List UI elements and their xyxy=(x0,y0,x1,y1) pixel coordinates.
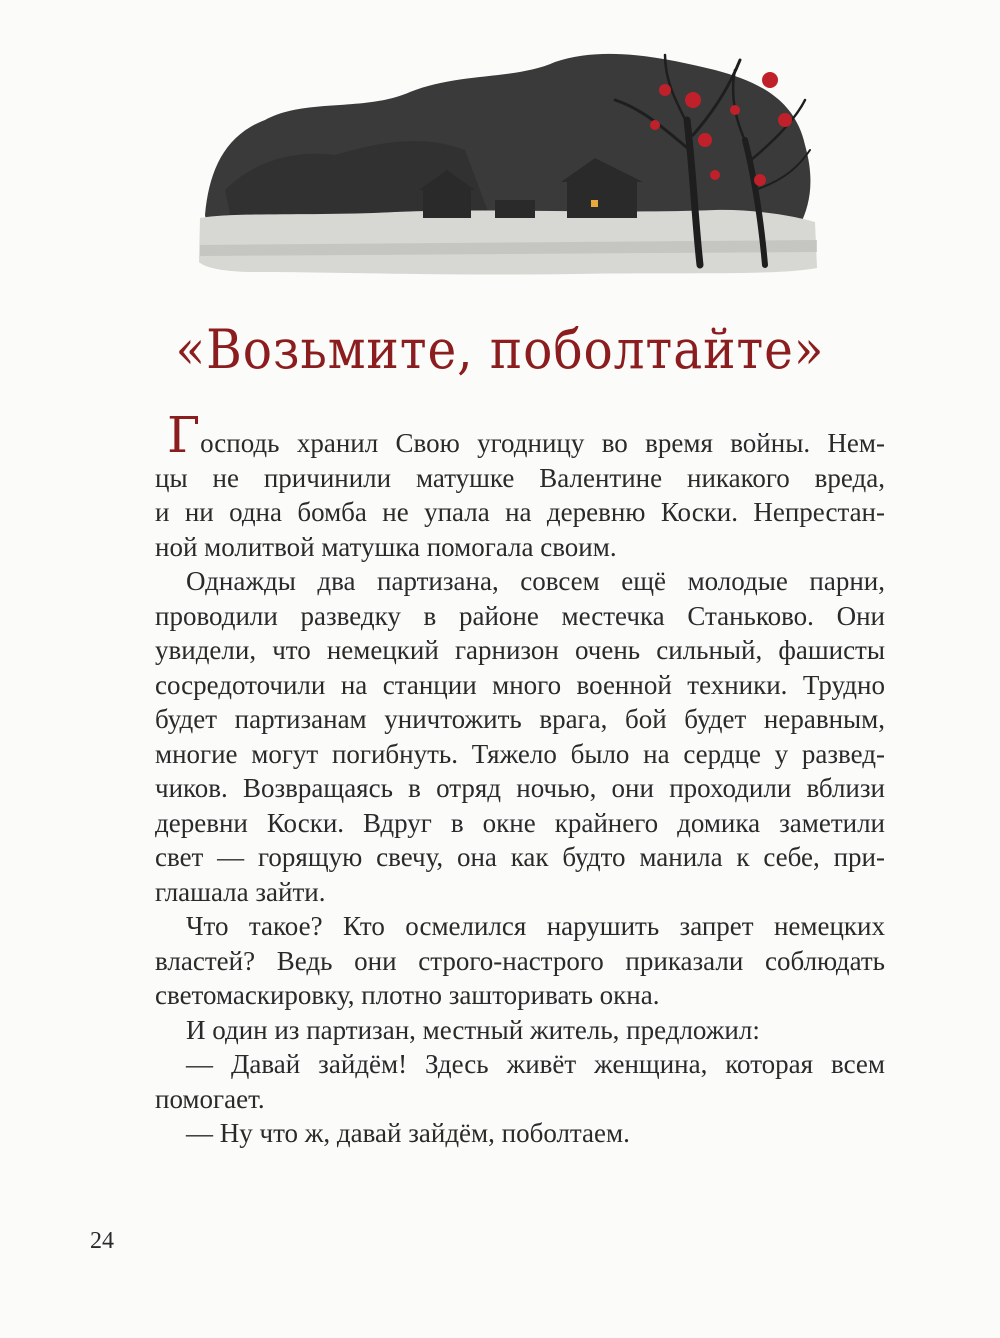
paragraph xyxy=(155,1013,885,1048)
text-line: помогает. xyxy=(155,1083,265,1114)
text-line: — Давай зайдём! Здесь живёт женщина, которая всем xyxy=(186,1049,885,1079)
text-line: будет партизанам уничтожить врага, бой будет неравным, xyxy=(155,704,885,734)
text-line: и ни одна бомба не упала на деревню Коски. Непрестан- xyxy=(155,497,885,527)
text-line: увидели, что немецкий гарнизон очень сильный, фашисты xyxy=(155,635,885,665)
lit-window xyxy=(591,200,598,207)
night-village-illustration xyxy=(195,40,825,290)
drop-cap: Г xyxy=(167,406,201,464)
text-line: И один из партизан, местный житель, предложил: xyxy=(186,1014,760,1045)
body-text xyxy=(155,406,885,1151)
text-line: многие могут погибнуть. Тяжело было на сердце у развед- xyxy=(155,738,885,769)
text-line: светомаскировку, плотно зашторивать окна. xyxy=(155,980,660,1010)
text-line: глашала зайти. xyxy=(155,876,326,907)
text-line xyxy=(155,406,885,464)
text-line: чиков. Возвращаясь в отряд ночью, они проходили вблизи xyxy=(155,773,885,803)
text-line: ной молитвой матушка помогала своим. xyxy=(155,531,617,562)
paragraph xyxy=(155,406,885,564)
text-line: свет — горящую свечу, она как будто манила к себе, при- xyxy=(155,842,885,872)
text-line: — Ну что ж, давай зайдём, поболтаем. xyxy=(186,1118,630,1148)
paragraph xyxy=(155,1047,885,1116)
text-line-content: осподь хранил Свою угодницу во время войны. Нем- xyxy=(200,428,885,458)
paragraph xyxy=(155,909,885,1013)
text-line: Что такое? Кто осмелился нарушить запрет немецких xyxy=(186,911,885,941)
page-number: 24 xyxy=(90,1228,114,1254)
text-line: сосредоточили на станции много военной техники. Трудно xyxy=(155,669,885,700)
text-line: цы не причинили матушке Валентине никакого вреда, xyxy=(155,462,885,493)
paragraph xyxy=(155,564,885,909)
text-line: властей? Ведь они строго-настрого приказали соблюдать xyxy=(155,945,885,976)
text-line: проводили разведку в районе местечка Станьково. Они xyxy=(155,600,885,631)
text-line: Однажды два партизана, совсем ещё молодые парни, xyxy=(186,566,885,596)
text-line: деревни Коски. Вдруг в окне крайнего домика заметили xyxy=(155,807,885,838)
chapter-title: «Возьмите, поболтайте» xyxy=(175,318,825,381)
paragraph xyxy=(155,1116,885,1151)
